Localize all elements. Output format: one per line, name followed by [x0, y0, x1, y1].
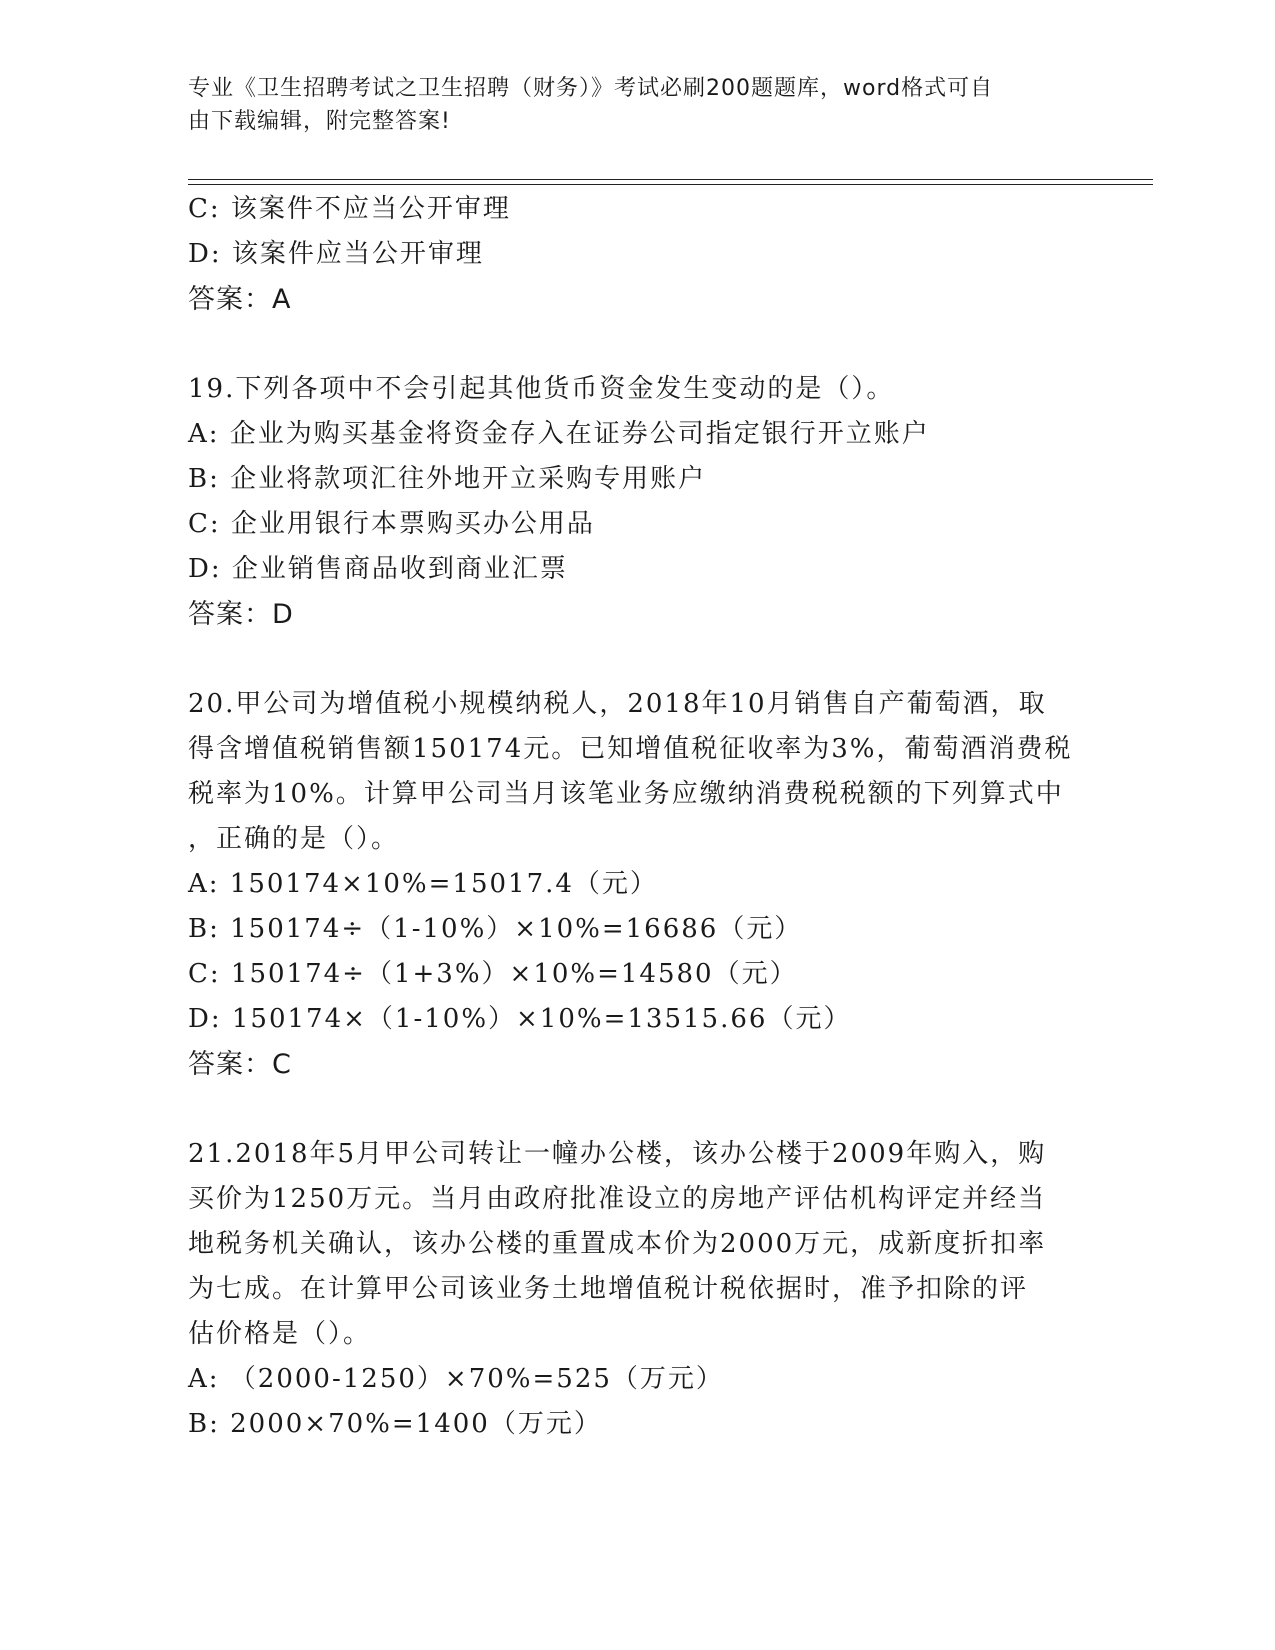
- document-header: [188, 72, 1088, 138]
- question-18-tail: [188, 187, 1088, 322]
- option-c: C: 150174÷（1+3%）×10%=14580（元）: [188, 959, 798, 989]
- question-text-line: 得含增值税销售额150174元。已知增值税征收率为3%，葡萄酒消费税: [188, 734, 1073, 764]
- option-d: D: 企业销售商品收到商业汇票: [188, 554, 568, 584]
- header-line-1: 专业《卫生招聘考试之卫生招聘（财务）》考试必刷200题题库，word格式可自: [188, 76, 994, 101]
- option-a: A: 企业为购买基金将资金存入在证券公司指定银行开立账户: [188, 419, 930, 449]
- question-text-line: 21.2018年5月甲公司转让一幢办公楼，该办公楼于2009年购入，购: [188, 1139, 1047, 1169]
- question-21: [188, 1132, 1088, 1447]
- question-text-line: 20.甲公司为增值税小规模纳税人，2018年10月销售自产葡萄酒，取: [188, 689, 1047, 719]
- question-19: [188, 367, 1088, 637]
- header-rule-bottom: [188, 184, 1153, 185]
- question-text-line: 估价格是（）。: [188, 1319, 372, 1349]
- question-text-line: 税率为10%。计算甲公司当月该笔业务应缴纳消费税税额的下列算式中: [188, 779, 1064, 809]
- question-text-line: 买价为1250万元。当月由政府批准设立的房地产评估机构评定并经当: [188, 1184, 1047, 1214]
- option-b: B: 150174÷（1-10%）×10%=16686（元）: [188, 914, 803, 944]
- question-text-line: ，正确的是（）。: [188, 824, 400, 854]
- document-body: [188, 187, 1088, 1447]
- answer: 答案：D: [188, 599, 294, 630]
- question-text-line: 为七成。在计算甲公司该业务土地增值税计税依据时，准予扣除的评: [188, 1274, 1029, 1304]
- option-d: D: 150174×（1-10%）×10%=13515.66（元）: [188, 1004, 852, 1034]
- option-b: B: 企业将款项汇往外地开立采购专用账户: [188, 464, 707, 494]
- question-20: [188, 682, 1088, 1087]
- option-c: C: 该案件不应当公开审理: [188, 194, 511, 224]
- option-c: C: 企业用银行本票购买办公用品: [188, 509, 595, 539]
- answer: 答案：C: [188, 1049, 292, 1080]
- option-a: A: 150174×10%=15017.4（元）: [188, 869, 658, 899]
- option-a: A: （2000-1250）×70%=525（万元）: [188, 1364, 724, 1394]
- answer: 答案：A: [188, 284, 292, 315]
- question-text-line: 地税务机关确认，该办公楼的重置成本价为2000万元，成新度折扣率: [188, 1229, 1047, 1259]
- option-d: D: 该案件应当公开审理: [188, 239, 484, 269]
- option-b: B: 2000×70%=1400（万元）: [188, 1409, 602, 1439]
- header-rule-top: [188, 179, 1153, 180]
- question-text: 19.下列各项中不会引起其他货币资金发生变动的是（）。: [188, 374, 895, 404]
- header-line-2: 由下载编辑，附完整答案!: [188, 109, 451, 134]
